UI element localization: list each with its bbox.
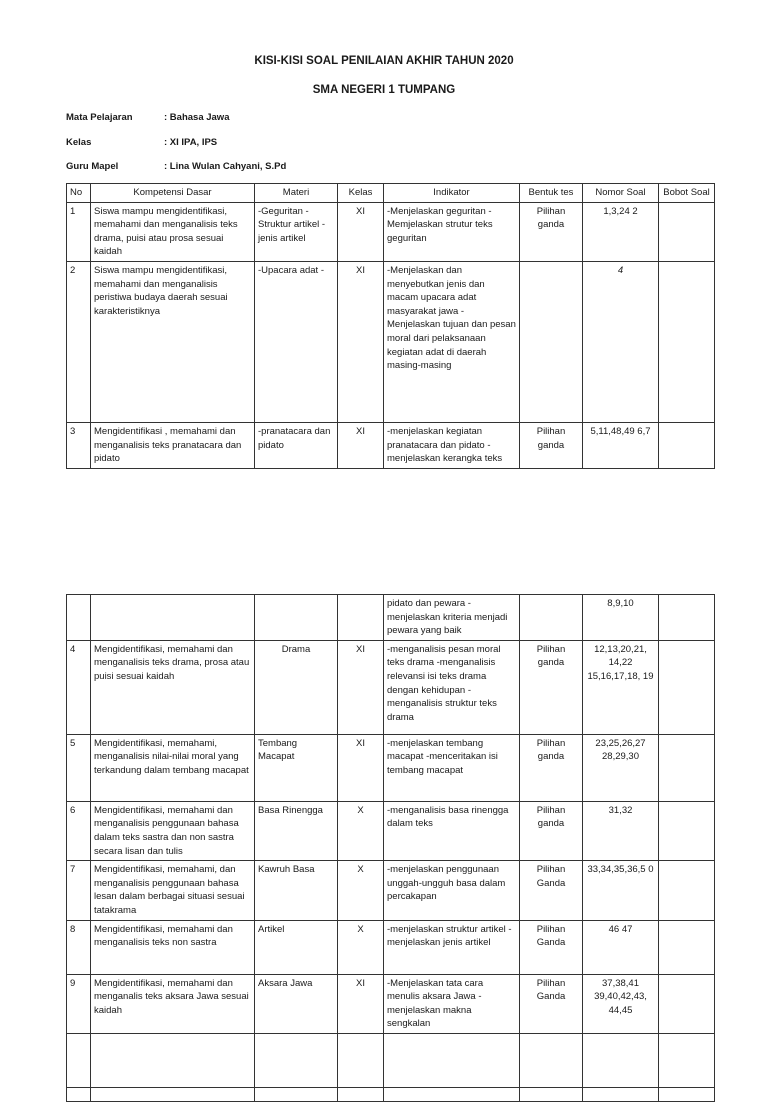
meta-teacher-value: : Lina Wulan Cahyani, S.Pd (164, 161, 287, 172)
cell-kelas: XI (338, 640, 384, 734)
cell-kelas: XI (338, 974, 384, 1033)
cell-kd: Mengidentifikasi, memahami dan menganalisis teks non sastra (91, 920, 255, 974)
table-header-row (67, 184, 715, 203)
cell-nomor: 23,25,26,27 28,29,30 (583, 734, 659, 801)
cell-bobot (659, 595, 715, 641)
cell-materi: -Upacara adat - (255, 261, 338, 422)
cell-kelas: XI (338, 261, 384, 422)
cell-nomor: 1,3,24 2 (583, 202, 659, 261)
cell-materi: Aksara Jawa (255, 974, 338, 1033)
cell-materi: Drama (255, 640, 338, 734)
cell-no (67, 1033, 91, 1087)
cell-materi: -Geguritan -Struktur artikel -jenis artikel (255, 202, 338, 261)
cell-bobot (659, 422, 715, 468)
cell-materi: -pranatacara dan pidato (255, 422, 338, 468)
cell-kelas: X (338, 861, 384, 920)
cell-bentuk: Pilihan Ganda (520, 974, 583, 1033)
cell-no: 7 (67, 861, 91, 920)
table-row (67, 974, 715, 1033)
cell-bentuk (520, 261, 583, 422)
cell-bobot (659, 734, 715, 801)
cell-kelas (338, 595, 384, 641)
meta-teacher-label: Guru Mapel (66, 161, 119, 172)
cell-bentuk: Pilihan ganda (520, 801, 583, 860)
cell-kelas (338, 1033, 384, 1087)
col-header-nomor: Nomor Soal (583, 184, 659, 203)
cell-kelas (338, 1087, 384, 1101)
cell-indikator: -menjelaskan kegiatan pranatacara dan pidato -menjelaskan kerangka teks (384, 422, 520, 468)
col-header-indikator: Indikator (384, 184, 520, 203)
cell-no (67, 595, 91, 641)
table-row (67, 1087, 715, 1101)
cell-kd: Mengidentifikasi, memahami, menganalisis nilai-nilai moral yang terkandung dalam tembang macapat (91, 734, 255, 801)
table-row (67, 801, 715, 860)
cell-indikator: -menganalisis basa rinengga dalam teks (384, 801, 520, 860)
cell-indikator (384, 1087, 520, 1101)
cell-kd: Mengidentifikasi, memahami dan menganalisis penggunaan bahasa dalam teks sastra dan non sastra secara lisan dan tulis (91, 801, 255, 860)
cell-materi (255, 595, 338, 641)
cell-kd (91, 595, 255, 641)
cell-materi: Basa Rinengga (255, 801, 338, 860)
grid-table-page-2 (66, 594, 715, 1102)
meta-class-value: : XI IPA, IPS (164, 137, 218, 148)
table-row (67, 861, 715, 920)
cell-indikator: -menjelaskan tembang macapat -menceritakan isi tembang macapat (384, 734, 520, 801)
table-row (67, 1033, 715, 1087)
cell-materi (255, 1087, 338, 1101)
cell-no: 2 (67, 261, 91, 422)
cell-bobot (659, 801, 715, 860)
cell-bobot (659, 202, 715, 261)
cell-nomor (583, 1087, 659, 1101)
cell-kd: Mengidentifikasi, memahami dan menganalis teks aksara Jawa sesuai kaidah (91, 974, 255, 1033)
cell-kelas: XI (338, 422, 384, 468)
document-title: KISI-KISI SOAL PENILAIAN AKHIR TAHUN 2020 (254, 55, 514, 67)
cell-kelas: X (338, 920, 384, 974)
cell-materi: Tembang Macapat (255, 734, 338, 801)
cell-bobot (659, 861, 715, 920)
table-row (67, 422, 715, 468)
cell-kd: Siswa mampu mengidentifikasi, memahami dan menganalisis teks drama, puisi atau prosa sesuai kaidah (91, 202, 255, 261)
cell-no: 5 (67, 734, 91, 801)
cell-indikator: -menjelaskan penggunaan unggah-ungguh basa dalam percakapan (384, 861, 520, 920)
table-row (67, 640, 715, 734)
cell-kd: Mengidentifikasi , memahami dan menganalisis teks pranatacara dan pidato (91, 422, 255, 468)
cell-no (67, 1087, 91, 1101)
cell-no: 4 (67, 640, 91, 734)
grid-table-page-1 (66, 183, 715, 469)
col-header-bentuk: Bentuk tes (520, 184, 583, 203)
table-row (67, 920, 715, 974)
meta-class-label: Kelas (66, 137, 92, 148)
table-row (67, 202, 715, 261)
table-row (67, 734, 715, 801)
cell-indikator: pidato dan pewara -menjelaskan kriteria menjadi pewara yang baik (384, 595, 520, 641)
cell-bentuk: Pilihan ganda (520, 202, 583, 261)
meta-subject-value: : Bahasa Jawa (164, 112, 230, 123)
cell-kd: Mengidentifikasi, memahami, dan menganalisis penggunaan bahasa lesan dalam berbagai situasi sesuai tatakrama (91, 861, 255, 920)
cell-bobot (659, 261, 715, 422)
cell-kd: Siswa mampu mengidentifikasi, memahami dan menganalisis peristiwa budaya daerah sesuai karakteristiknya (91, 261, 255, 422)
table-row (67, 595, 715, 641)
cell-bobot (659, 1087, 715, 1101)
cell-indikator: -Menjelaskan dan menyebutkan jenis dan macam upacara adat masyarakat jawa -Menjelaskan tujuan dan pesan moral dari pelaksanaan kegiatan adat di daerah masing-masing (384, 261, 520, 422)
cell-kelas: X (338, 801, 384, 860)
cell-kd (91, 1087, 255, 1101)
col-header-kelas: Kelas (338, 184, 384, 203)
cell-bentuk: Pilihan ganda (520, 734, 583, 801)
cell-bobot (659, 640, 715, 734)
cell-bentuk: Pilihan Ganda (520, 861, 583, 920)
cell-no: 9 (67, 974, 91, 1033)
cell-materi: Artikel (255, 920, 338, 974)
cell-indikator (384, 1033, 520, 1087)
cell-indikator: -Menjelaskan geguritan -Memjelaskan strutur teks geguritan (384, 202, 520, 261)
cell-nomor: 37,38,41 39,40,42,43, 44,45 (583, 974, 659, 1033)
col-header-materi: Materi (255, 184, 338, 203)
meta-class (66, 137, 217, 148)
cell-bentuk (520, 1033, 583, 1087)
cell-nomor: 46 47 (583, 920, 659, 974)
cell-no: 3 (67, 422, 91, 468)
cell-kelas: XI (338, 734, 384, 801)
table-row (67, 261, 715, 422)
cell-bentuk (520, 595, 583, 641)
cell-no: 8 (67, 920, 91, 974)
cell-nomor: 33,34,35,36,5 0 (583, 861, 659, 920)
cell-indikator: -menjelaskan struktur artikel -menjelaskan jenis artikel (384, 920, 520, 974)
cell-kd: Mengidentifikasi, memahami dan menganalisis teks drama, prosa atau puisi sesuai kaidah (91, 640, 255, 734)
cell-nomor: 8,9,10 (583, 595, 659, 641)
cell-bobot (659, 920, 715, 974)
cell-indikator: -menganalisis pesan moral teks drama -menganalisis relevansi isi teks drama dengan kehidupan -menganalisis struktur teks drama (384, 640, 520, 734)
meta-teacher (66, 161, 286, 172)
meta-subject-label: Mata Pelajaran (66, 112, 133, 123)
col-header-bobot: Bobot Soal (659, 184, 715, 203)
cell-materi (255, 1033, 338, 1087)
cell-nomor: 31,32 (583, 801, 659, 860)
cell-no: 1 (67, 202, 91, 261)
cell-bentuk: Pilihan ganda (520, 640, 583, 734)
cell-bentuk: Pilihan Ganda (520, 920, 583, 974)
school-name: SMA NEGERI 1 TUMPANG (312, 84, 456, 96)
cell-nomor: 12,13,20,21, 14,22 15,16,17,18, 19 (583, 640, 659, 734)
meta-subject (66, 112, 229, 123)
col-header-no: No (67, 184, 91, 203)
cell-indikator: -Menjelaskan tata cara menulis aksara Jawa -menjelaskan makna sengkalan (384, 974, 520, 1033)
cell-bobot (659, 1033, 715, 1087)
cell-no: 6 (67, 801, 91, 860)
col-header-kd: Kompetensi Dasar (91, 184, 255, 203)
cell-bobot (659, 974, 715, 1033)
cell-bentuk: Pilihan ganda (520, 422, 583, 468)
cell-kelas: XI (338, 202, 384, 261)
cell-nomor: 5,11,48,49 6,7 (583, 422, 659, 468)
cell-materi: Kawruh Basa (255, 861, 338, 920)
cell-kd (91, 1033, 255, 1087)
cell-nomor (583, 1033, 659, 1087)
cell-bentuk (520, 1087, 583, 1101)
cell-nomor: 4 (583, 261, 659, 422)
